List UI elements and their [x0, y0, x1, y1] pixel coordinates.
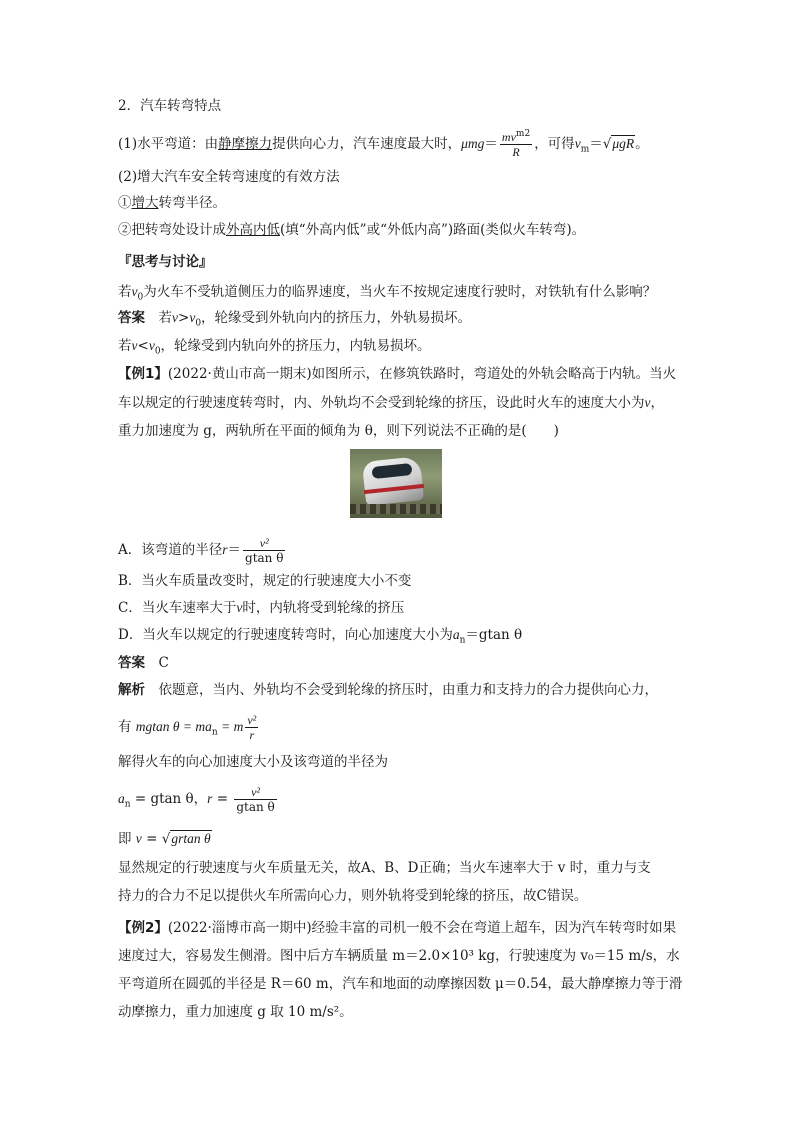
answer-1: 答案 C: [118, 655, 169, 671]
example-tag: 【例1】: [118, 366, 168, 382]
analysis-line-1: 解析 依题意，当内、外轨均不会受到轮缘的挤压时，由重力和支持力的合力提供向心力，: [118, 682, 658, 698]
example-1-line-3: 重力加速度为 g，两轨所在平面的倾角为 θ，则下列说法不正确的是( ): [118, 423, 559, 439]
option-a: A．该弯道的半径r＝ $\frac{\text{v²}}{\text{gtan θ}}$: [118, 536, 284, 565]
analysis-line-2: 有 mgtan $\theta = ma_n = m$ $\frac{\text{v²}}{r}$: [118, 713, 257, 742]
method-2: ②把转弯处设计成外高内低(填“外高内低”或“外低内高”)路面(类似火车转弯)。: [118, 222, 586, 238]
example-2-line-3: 平弯道所在圆弧的半径是 R＝60 m，汽车和地面的动摩擦因数 μ＝0.54，最大静摩擦力等于滑: [118, 976, 683, 992]
analysis-line-6: 显然规定的行驶速度与火车质量无关，故A、B、D正确；当火车速率大于 v 时，重力与支: [118, 860, 651, 876]
example-tag: 【例2】: [118, 920, 168, 936]
fraction: $\frac{mv^{m2}}{R}$: [501, 129, 531, 159]
option-d: D．当火车以规定的行驶速度转弯时，向心加速度大小为$a_n=gtan$ θ: [118, 627, 523, 646]
example-1-line-1: 【例1】(2022·黄山市高一期末)如图所示，在修筑铁路时，弯道处的外轨会略高于内轨。当火: [118, 366, 677, 382]
analysis-line-3: 解得火车的向心加速度大小及该弯道的半径为: [118, 754, 388, 770]
train-photo: [350, 449, 442, 518]
option-c: C．当火车速率大于v时，内轨将受到轮缘的挤压: [118, 600, 405, 616]
example-1-line-2: 车以规定的行驶速度转弯时，内、外轨均不会受到轮缘的挤压，设此时火车的速度大小为v，: [118, 395, 664, 411]
answer-blank: 静摩擦力: [218, 136, 273, 152]
analysis-line-4: $a_n = gtan$ θ，r = $\frac{\text{v²}}{\text{gtan θ}}$: [118, 785, 275, 814]
analysis-line-7: 持力的合力不足以提供火车所需向心力，则外轨将受到轮缘的挤压，故C错误。: [118, 888, 588, 904]
example-2-line-2: 速度过大，容易发生侧滑。图中后方车辆质量 m＝2.0×10³ kg，行驶速度为 v₀＝15 m/s，水: [118, 948, 680, 964]
section-heading: 2．汽车转弯特点: [118, 98, 222, 114]
flat-curve-line: (1)水平弯道：由静摩擦力提供向心力，汽车速度最大时，μmg＝ $\frac{mv^{m2}}{R}$ ，可得$v_m=√\mu gR$。: [118, 129, 649, 159]
example-2-line-4: 动摩擦力，重力加速度 g 取 10 m/s²。: [118, 1004, 353, 1020]
option-b: B．当火车质量改变时，规定的行驶速度大小不变: [118, 573, 412, 589]
think-answer-2: 若$v<v_0$，轮缘受到内轨向外的挤压力，内轨易损坏。: [118, 338, 431, 357]
method-1: ①增大转弯半径。: [118, 195, 226, 211]
methods-heading: (2)增大汽车安全转弯速度的有效方法: [118, 169, 340, 185]
think-title: 『思考与讨论』: [118, 254, 213, 270]
think-answer-1: 答案 若$v>v_0$，轮缘受到外轨向内的挤压力，外轨易损坏。: [118, 310, 472, 329]
think-question: 若$v_0$为火车不受轨道侧压力的临界速度，当火车不按规定速度行驶时，对铁轨有什么影响？: [118, 284, 657, 303]
analysis-line-5: 即 v = √grtan θ: [118, 831, 211, 847]
sqrt-symbol: √: [602, 136, 612, 152]
example-2-line-1: 【例2】(2022·淄博市高一期中)经验丰富的司机一般不会在弯道上超车，因为汽车转弯时如果: [118, 920, 677, 936]
